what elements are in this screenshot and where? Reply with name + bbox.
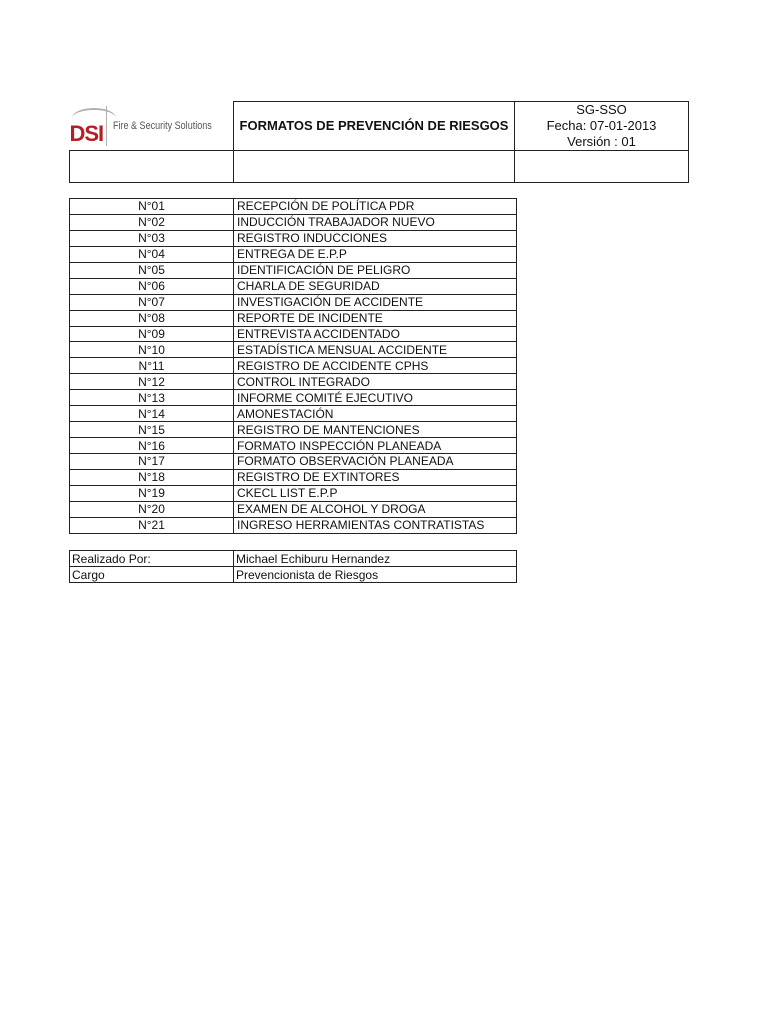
list-item	[70, 230, 517, 246]
item-name: ENTREGA DE E.P.P	[234, 246, 517, 262]
document-date: Fecha: 07-01-2013	[546, 118, 657, 133]
list-item	[70, 214, 517, 230]
item-name: INDUCCIÓN TRABAJADOR NUEVO	[234, 214, 517, 230]
item-number: N°19	[70, 485, 234, 501]
item-number: N°02	[70, 214, 234, 230]
empty-cell	[70, 151, 234, 183]
item-name: REPORTE DE INCIDENTE	[234, 310, 517, 326]
list-item	[70, 199, 517, 215]
list-item	[70, 342, 517, 358]
item-number: N°15	[70, 422, 234, 438]
item-name: CHARLA DE SEGURIDAD	[234, 278, 517, 294]
list-item	[70, 246, 517, 262]
list-item	[70, 326, 517, 342]
logo-text: DSI	[69, 120, 104, 146]
list-item	[70, 485, 517, 501]
item-number: N°11	[70, 358, 234, 374]
document-code: SG-SSO	[576, 102, 627, 117]
dsi-logo-icon	[69, 108, 104, 146]
list-item	[70, 438, 517, 454]
item-name: AMONESTACIÓN	[234, 406, 517, 422]
item-number: N°01	[70, 199, 234, 215]
item-number: N°08	[70, 310, 234, 326]
item-number: N°06	[70, 278, 234, 294]
item-number: N°09	[70, 326, 234, 342]
list-item	[70, 390, 517, 406]
empty-cell	[234, 151, 515, 183]
item-name: INGRESO HERRAMIENTAS CONTRATISTAS	[234, 517, 517, 533]
item-number: N°17	[70, 454, 234, 470]
list-item	[70, 358, 517, 374]
item-name: ESTADÍSTICA MENSUAL ACCIDENTE	[234, 342, 517, 358]
item-name: INVESTIGACIÓN DE ACCIDENTE	[234, 294, 517, 310]
item-number: N°13	[70, 390, 234, 406]
role-value: Prevencionista de Riesgos	[234, 567, 517, 583]
company-logo	[70, 102, 234, 151]
list-item	[70, 262, 517, 278]
signoff-table	[69, 550, 517, 583]
made-by-label: Realizado Por:	[70, 551, 234, 567]
list-item	[70, 374, 517, 390]
list-item	[70, 517, 517, 533]
item-name: FORMATO INSPECCIÓN PLANEADA	[234, 438, 517, 454]
item-number: N°05	[70, 262, 234, 278]
list-item	[70, 294, 517, 310]
list-item	[70, 501, 517, 517]
item-number: N°07	[70, 294, 234, 310]
item-name: REGISTRO INDUCCIONES	[234, 230, 517, 246]
empty-cell	[515, 151, 689, 183]
formats-list	[69, 198, 517, 534]
item-number: N°21	[70, 517, 234, 533]
item-name: REGISTRO DE MANTENCIONES	[234, 422, 517, 438]
item-number: N°10	[70, 342, 234, 358]
list-item	[70, 454, 517, 470]
item-number: N°16	[70, 438, 234, 454]
item-number: N°12	[70, 374, 234, 390]
item-name: CKECL LIST E.P.P	[234, 485, 517, 501]
document-meta	[515, 102, 689, 151]
role-label: Cargo	[70, 567, 234, 583]
list-item	[70, 422, 517, 438]
document-title: FORMATOS DE PREVENCIÓN DE RIESGOS	[234, 102, 515, 151]
logo-subtext: Fire & Security Solutions	[112, 119, 212, 132]
item-name: IDENTIFICACIÓN DE PELIGRO	[234, 262, 517, 278]
list-item	[70, 406, 517, 422]
item-name: RECEPCIÓN DE POLÍTICA PDR	[234, 199, 517, 215]
item-number: N°14	[70, 406, 234, 422]
item-number: N°20	[70, 501, 234, 517]
made-by-row	[70, 551, 517, 567]
item-name: FORMATO OBSERVACIÓN PLANEADA	[234, 454, 517, 470]
list-item	[70, 469, 517, 485]
item-name: EXAMEN DE ALCOHOL Y DROGA	[234, 501, 517, 517]
document-version: Versión : 01	[567, 134, 636, 149]
item-number: N°03	[70, 230, 234, 246]
item-name: CONTROL INTEGRADO	[234, 374, 517, 390]
document-header	[69, 101, 689, 183]
item-number: N°04	[70, 246, 234, 262]
item-name: ENTREVISTA ACCIDENTADO	[234, 326, 517, 342]
item-name: INFORME COMITÉ EJECUTIVO	[234, 390, 517, 406]
list-item	[70, 278, 517, 294]
item-name: REGISTRO DE ACCIDENTE CPHS	[234, 358, 517, 374]
made-by-value: Michael Echiburu Hernandez	[234, 551, 517, 567]
role-row	[70, 567, 517, 583]
list-item	[70, 310, 517, 326]
logo-cell	[70, 102, 234, 151]
item-number: N°18	[70, 469, 234, 485]
item-name: REGISTRO DE EXTINTORES	[234, 469, 517, 485]
